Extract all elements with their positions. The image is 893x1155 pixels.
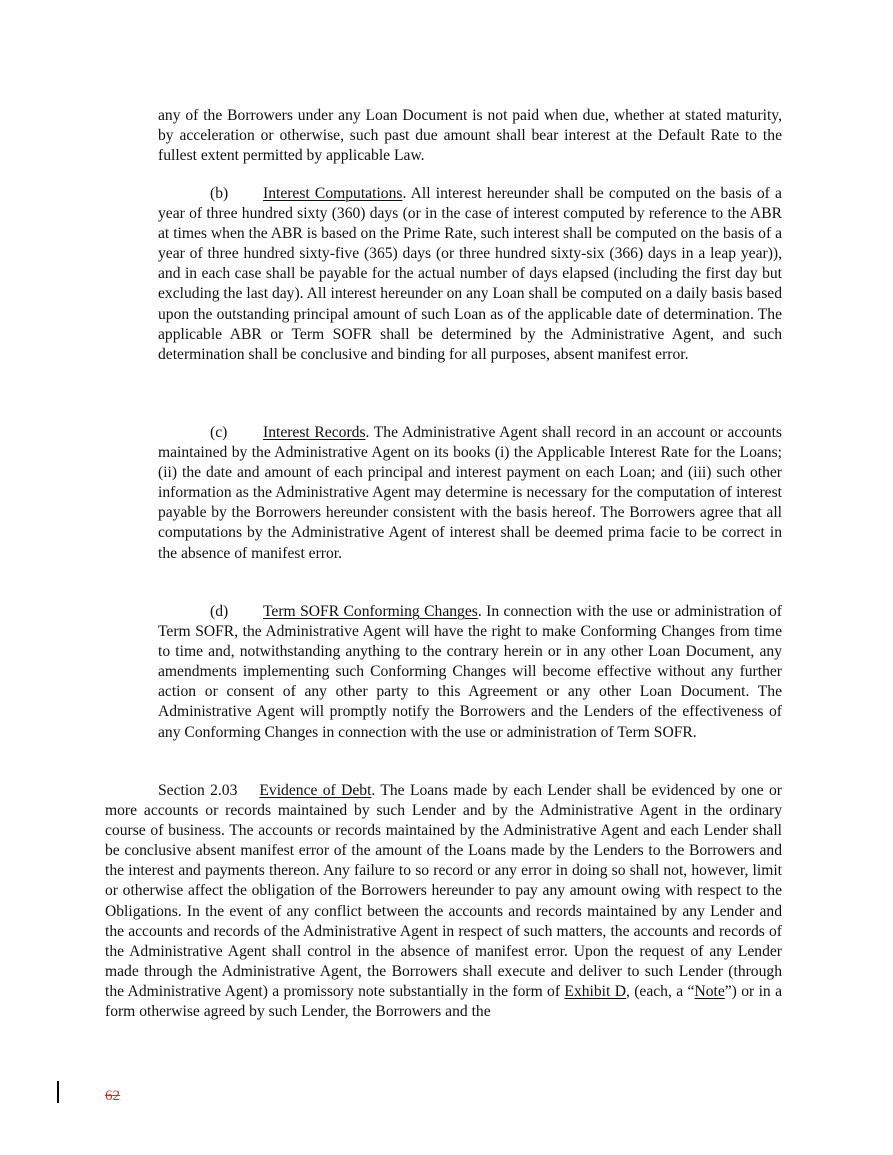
paragraph-b-heading: Interest Computations bbox=[263, 185, 403, 202]
section-2-03-label: Section 2.03 bbox=[158, 782, 238, 799]
exhibit-d-reference: Exhibit D bbox=[564, 982, 626, 1000]
section-2-03 bbox=[105, 781, 782, 1022]
paragraph-c-text: . The Administrative Agent shall record in an account or accounts maintained by the Administrative Agent on its books (i) the Applicable Interest Rate for the Loans; (ii) the date and amount of each principal and interest payment on each Loan; and (iii) such other information as the Administrative Agent may determine is necessary for the computation of interest payable by the Borrowers hereunder consistent with the basis hereof. The Borrowers agree that all computations by the Administrative Agent of interest shall be deemed prima facie to be correct in the absence of manifest error. bbox=[158, 424, 782, 562]
section-2-03-text-1: . The Loans made by each Lender shall be evidenced by one or more accounts or records maintained by such Lender and by the Administrative Agent in the ordinary course of business. The accounts or records maintained by the Administrative Agent and each Lender shall be conclusive absent manifest error of the amount of the Loans made by the Lenders to the Borrowers and the interest and payments thereon. Any failure to so record or any error in doing so shall not, however, limit or otherwise affect the obligation of the Borrowers hereunder to pay any amount owing with respect to the Obligations. In the event of any conflict between the accounts and records maintained by any Lender and the accounts and records of the Administrative Agent in respect of such matters, the accounts and records of the Administrative Agent shall control in the absence of manifest error. Upon the request of any Lender made through the Administrative Agent, the Borrowers shall execute and deliver to such Lender (through the Administrative Agent) a promissory note substantially in the form of bbox=[105, 782, 782, 1000]
note-defined-term: Note bbox=[694, 982, 725, 1000]
revision-change-bar bbox=[57, 1081, 59, 1103]
paragraph-b bbox=[158, 184, 782, 365]
paragraph-b-text: . All interest hereunder shall be computed on the basis of a year of three hundred sixty (360) days (or in the case of interest computed by reference to the ABR at times when the ABR is based on the Prime Rate, such interest shall be computed on the basis of a year of three hundred sixty-five (365) days (or three hundred sixty-six (366) days in a leap year)), and in each case shall be payable for the actual number of days elapsed (including the first day but excluding the last day). All interest hereunder on any Loan shall be computed on a daily basis based upon the outstanding principal amount of such Loan as of the applicable date of determination. The applicable ABR or Term SOFR shall be determined by the Administrative Agent, and such determination shall be conclusive and binding for all purposes, absent manifest error. bbox=[158, 185, 782, 363]
paragraph-d-heading: Term SOFR Conforming Changes bbox=[263, 603, 478, 620]
section-2-03-heading: Evidence of Debt bbox=[259, 782, 372, 799]
paragraph-d-text: . In connection with the use or administration of Term SOFR, the Administrative Agent will have the right to make Conforming Changes from time to time and, notwithstanding anything to the contrary herein or in any other Loan Document, any amendments implementing such Conforming Changes will become effective without any further action or consent of any other party to this Agreement or any other Loan Document. The Administrative Agent will promptly notify the Borrowers and the Lenders of the effectiveness of any Conforming Changes in connection with the use or administration of Term SOFR. bbox=[158, 603, 782, 741]
section-2-03-text-3: ”) or in a form otherwise agreed by such Lender, the Borrowers and the bbox=[105, 982, 783, 1021]
paragraph-d-label: (d) bbox=[210, 603, 229, 620]
section-2-03-text-2: , (each, a “ bbox=[625, 982, 695, 1000]
page-number: 62 bbox=[105, 1088, 120, 1104]
paragraph-c bbox=[158, 423, 782, 564]
paragraph-c-heading: Interest Records bbox=[263, 424, 366, 441]
paragraph-c-label: (c) bbox=[210, 424, 228, 441]
paragraph-a-continuation: any of the Borrowers under any Loan Document is not paid when due, whether at stated maturity, by acceleration or otherwise, such past due amount shall bear interest at the Default Rate to the fullest extent permitted by applicable Law. bbox=[158, 107, 782, 165]
paragraph-d bbox=[158, 602, 782, 743]
paragraph-b-label: (b) bbox=[210, 185, 229, 202]
